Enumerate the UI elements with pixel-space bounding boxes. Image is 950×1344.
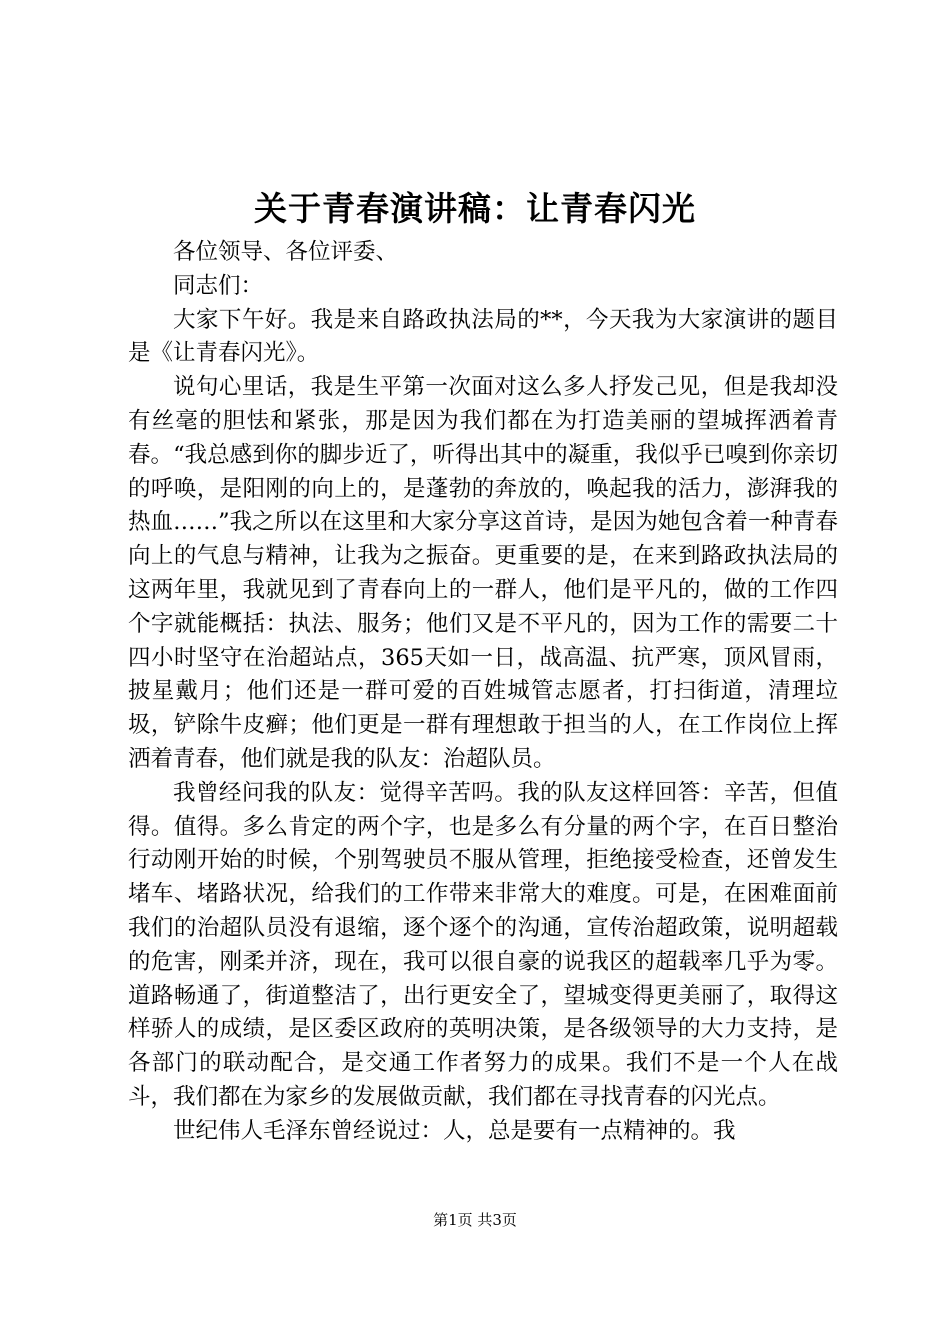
document-body xyxy=(128,236,838,1149)
salutation-line: 各位领导、各位评委、 xyxy=(173,239,399,265)
body-paragraph: 我曾经问我的队友：觉得辛苦吗。我的队友这样回答：辛苦，但值得。值得。多么肯定的两个字，也是多么有分量的两个字，在百日整治行动刚开始的时候，个别驾驶员不服从管理，拒绝接受检查，还曾发生堵车、堵路状况，给我们的工作带来非常大的难度。可是，在困难面前我们的治超队员没有退缩，逐个逐个的沟通，宣传治超政策，说明超载的危害，刚柔并济，现在，我可以很自豪的说我区的超载率几乎为零。道路畅通了，街道整洁了，出行更安全了，望城变得更美丽了，取得这样骄人的成绩，是区委区政府的英明决策，是各级领导的大力支持，是各部门的联动配合，是交通工作者努力的成果。我们不是一个人在战斗，我们都在为家乡的发展做贡献，我们都在寻找青春的闪光点。 xyxy=(128,779,838,1110)
body-paragraph: 大家下午好。我是来自路政执法局的**，今天我为大家演讲的题目是《让青春闪光》。 xyxy=(128,306,838,367)
body-paragraph: 世纪伟人毛泽东曾经说过：人，总是要有一点精神的。我 xyxy=(173,1117,736,1144)
page-title: 关于青春演讲稿：让青春闪光 xyxy=(254,189,696,228)
salutation-line: 同志们： xyxy=(173,272,264,299)
page-number-footer: 第1页 共3页 xyxy=(433,1211,517,1229)
body-paragraph: 说句心里话，我是生平第一次面对这么多人抒发己见，但是我却没有丝毫的胆怯和紧张，那是因为我们都在为打造美丽的望城挥洒着青春。“我总感到你的脚步近了，听得出其中的凝重，我似乎已嗅到你亲切的呼唤，是阳刚的向上的，是蓬勃的奔放的，唤起我的活力，澎湃我的热血……”我之所以在这里和大家分享这首诗，是因为她包含着一种青春向上的气息与精神，让我为之振奋。更重要的是，在来到路政执法局的这两年里，我就见到了青春向上的一群人，他们是平凡的，做的工作四个字就能概括：执法、服务；他们又是不平凡的，因为工作的需要二十四小时坚守在治超站点，365天如一日，战高温、抗严寒，顶风冒雨，披星戴月；他们还是一群可爱的百姓城管志愿者，打扫街道，清理垃圾，铲除牛皮癣；他们更是一群有理想敢于担当的人，在工作岗位上挥洒着青春，他们就是我的队友：治超队员。 xyxy=(128,374,838,772)
